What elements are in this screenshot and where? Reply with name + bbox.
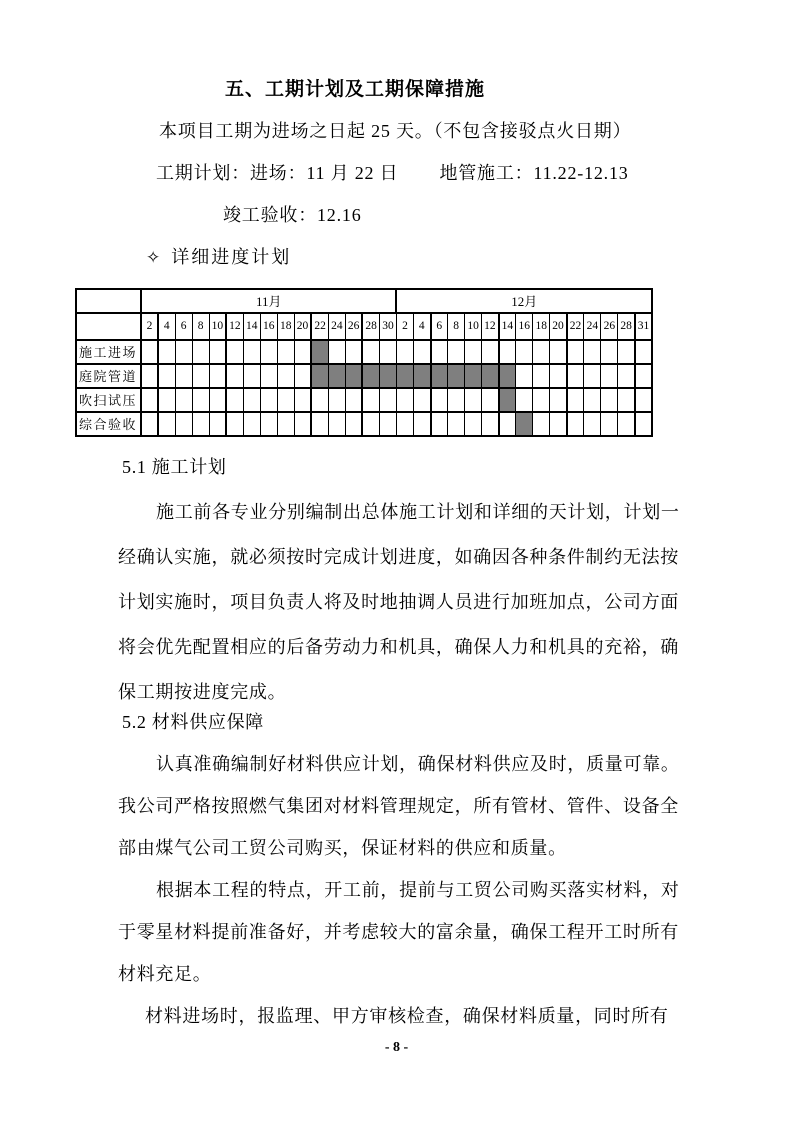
gantt-cell	[414, 412, 431, 436]
gantt-cell	[141, 412, 158, 436]
body-line: 我公司严格按照燃气集团对材料管理规定，所有管材、管件、设备全	[118, 796, 679, 816]
gantt-cell	[345, 412, 362, 436]
gantt-cell	[158, 364, 175, 388]
gantt-cell	[396, 340, 413, 364]
acceptance-date-line: 竣工验收：12.16	[223, 205, 362, 225]
gantt-cell	[158, 388, 175, 412]
gantt-cell	[243, 340, 260, 364]
gantt-cell	[294, 364, 311, 388]
gantt-cell	[379, 412, 396, 436]
ground-pipe-label: 地管施工：11.22-12.13	[439, 163, 629, 183]
gantt-row-label: 吹扫试压	[76, 388, 141, 412]
gantt-date-header: 6	[431, 313, 448, 340]
gantt-cell	[328, 412, 345, 436]
body-line: 部由煤气公司工贸公司购买，保证材料的供应和质量。	[118, 838, 567, 858]
gantt-date-header: 16	[516, 313, 533, 340]
gantt-date-header: 26	[601, 313, 618, 340]
schedule-gantt-table	[75, 288, 653, 437]
gantt-cell-filled	[379, 364, 396, 388]
gantt-cell	[277, 364, 294, 388]
gantt-cell	[448, 340, 465, 364]
gantt-cell	[362, 412, 379, 436]
gantt-cell	[362, 340, 379, 364]
gantt-cell	[209, 412, 226, 436]
gantt-cell	[414, 340, 431, 364]
gantt-dates-label-cell	[76, 313, 141, 340]
gantt-cell	[379, 340, 396, 364]
gantt-cell	[465, 340, 482, 364]
gantt-cell	[533, 364, 550, 388]
gantt-cell	[414, 388, 431, 412]
section-heading: 5.1 施工计划	[122, 456, 227, 477]
gantt-cell	[601, 364, 618, 388]
gantt-date-header: 2	[396, 313, 413, 340]
gantt-cell-filled	[345, 364, 362, 388]
section-heading: 5.2 材料供应保障	[122, 712, 264, 732]
gantt-date-header: 12	[226, 313, 243, 340]
gantt-date-header: 31	[635, 313, 652, 340]
gantt-cell	[567, 388, 584, 412]
gantt-cell	[294, 388, 311, 412]
gantt-cell-filled	[362, 364, 379, 388]
gantt-cell	[294, 340, 311, 364]
gantt-cell	[396, 412, 413, 436]
gantt-month-header: 11月	[141, 289, 396, 313]
gantt-cell	[192, 388, 209, 412]
gantt-date-header: 24	[584, 313, 601, 340]
gantt-date-header: 14	[243, 313, 260, 340]
gantt-cell	[260, 364, 277, 388]
gantt-cell	[328, 388, 345, 412]
gantt-date-header: 30	[379, 313, 396, 340]
gantt-cell	[345, 388, 362, 412]
gantt-date-header: 20	[294, 313, 311, 340]
page-title: 五、工期计划及工期保障措施	[224, 79, 485, 100]
gantt-corner-cell	[76, 289, 141, 313]
diamond-bullet-icon: ✧	[146, 248, 161, 267]
gantt-cell-filled	[311, 340, 328, 364]
gantt-date-header: 28	[618, 313, 635, 340]
gantt-task-row	[76, 364, 652, 388]
gantt-cell	[141, 364, 158, 388]
page-number: - 8 -	[384, 1040, 409, 1055]
gantt-cell	[499, 412, 516, 436]
gantt-cell	[226, 340, 243, 364]
gantt-cell	[584, 364, 601, 388]
gantt-row-label: 施工进场	[76, 340, 141, 364]
body-line: 将会优先配置相应的后备劳动力和机具，确保人力和机具的充裕，确	[118, 636, 679, 657]
gantt-cell-filled	[448, 364, 465, 388]
body-line: 施工前各专业分别编制出总体施工计划和详细的天计划，计划一	[156, 501, 680, 522]
gantt-cell	[601, 412, 618, 436]
gantt-cell-filled	[311, 364, 328, 388]
gantt-cell	[584, 412, 601, 436]
gantt-cell	[226, 388, 243, 412]
gantt-cell	[209, 388, 226, 412]
gantt-task-row	[76, 388, 652, 412]
intro-duration-line: 本项目工期为进场之日起 25 天。（不包含接驳点火日期）	[159, 121, 632, 141]
gantt-cell	[192, 412, 209, 436]
gantt-cell-filled	[328, 364, 345, 388]
gantt-cell-filled	[465, 364, 482, 388]
body-line: 材料充足。	[118, 964, 212, 984]
gantt-cell	[533, 412, 550, 436]
gantt-cell	[567, 412, 584, 436]
gantt-cell	[482, 388, 499, 412]
gantt-cell	[175, 412, 192, 436]
gantt-cell	[618, 340, 635, 364]
gantt-cell	[601, 388, 618, 412]
detail-plan-label: 详细进度计划	[171, 247, 292, 267]
gantt-cell	[396, 388, 413, 412]
gantt-cell	[516, 364, 533, 388]
gantt-cell-filled	[516, 412, 533, 436]
section-5-2	[118, 700, 688, 1036]
gantt-cell	[243, 412, 260, 436]
gantt-cell-filled	[499, 364, 516, 388]
gantt-cell	[175, 340, 192, 364]
gantt-cell	[345, 340, 362, 364]
schedule-plan-label: 工期计划：进场：11 月 22 日	[156, 163, 399, 183]
section-5-1	[118, 443, 688, 713]
gantt-cell	[533, 340, 550, 364]
gantt-cell	[243, 388, 260, 412]
gantt-cell	[618, 388, 635, 412]
gantt-cell	[277, 388, 294, 412]
gantt-cell	[192, 364, 209, 388]
gantt-cell	[482, 412, 499, 436]
gantt-cell	[175, 388, 192, 412]
gantt-cell	[141, 340, 158, 364]
gantt-date-header: 4	[158, 313, 175, 340]
gantt-cell	[584, 340, 601, 364]
gantt-cell	[192, 340, 209, 364]
gantt-cell-filled	[414, 364, 431, 388]
gantt-date-header: 10	[465, 313, 482, 340]
gantt-cell	[260, 412, 277, 436]
gantt-date-header: 22	[311, 313, 328, 340]
gantt-cell	[260, 388, 277, 412]
gantt-date-header: 10	[209, 313, 226, 340]
gantt-cell	[209, 340, 226, 364]
gantt-cell	[379, 388, 396, 412]
gantt-date-header: 20	[550, 313, 567, 340]
gantt-cell	[550, 388, 567, 412]
gantt-cell	[243, 364, 260, 388]
gantt-month-header: 12月	[396, 289, 652, 313]
gantt-date-header: 22	[567, 313, 584, 340]
gantt-date-header: 28	[362, 313, 379, 340]
gantt-cell	[328, 340, 345, 364]
gantt-cell	[141, 388, 158, 412]
gantt-date-header: 26	[345, 313, 362, 340]
gantt-cell	[550, 340, 567, 364]
gantt-date-header: 24	[328, 313, 345, 340]
gantt-cell	[618, 364, 635, 388]
gantt-cell	[567, 364, 584, 388]
gantt-cell	[277, 340, 294, 364]
gantt-cell	[311, 412, 328, 436]
gantt-task-row	[76, 412, 652, 436]
intro-schedule-line	[156, 161, 629, 185]
gantt-cell	[499, 340, 516, 364]
gantt-date-header: 16	[260, 313, 277, 340]
gantt-date-header: 2	[141, 313, 158, 340]
gantt-row-label: 综合验收	[76, 412, 141, 436]
gantt-cell	[516, 340, 533, 364]
body-line: 材料进场时，报监理、甲方审核检查，确保材料质量，同时所有	[145, 1006, 669, 1026]
body-line: 认真准确编制好材料供应计划，确保材料供应及时，质量可靠。	[156, 754, 680, 774]
gantt-cell	[618, 412, 635, 436]
gantt-cell	[601, 340, 618, 364]
gantt-cell	[533, 388, 550, 412]
gantt-cell	[431, 388, 448, 412]
gantt-date-header: 8	[448, 313, 465, 340]
gantt-cell	[294, 412, 311, 436]
gantt-cell	[635, 340, 652, 364]
gantt-cell	[465, 412, 482, 436]
gantt-cell	[226, 364, 243, 388]
gantt-cell	[158, 340, 175, 364]
gantt-cell	[567, 340, 584, 364]
gantt-cell	[516, 388, 533, 412]
gantt-cell	[311, 388, 328, 412]
gantt-cell	[635, 388, 652, 412]
gantt-cell	[465, 388, 482, 412]
gantt-cell	[260, 340, 277, 364]
gantt-cell	[277, 412, 294, 436]
gantt-date-header: 18	[277, 313, 294, 340]
body-line: 根据本工程的特点，开工前，提前与工贸公司购买落实材料，对	[156, 880, 680, 900]
gantt-date-header: 12	[482, 313, 499, 340]
gantt-cell	[431, 340, 448, 364]
gantt-row-label: 庭院管道	[76, 364, 141, 388]
gantt-cell	[635, 364, 652, 388]
gantt-cell-filled	[499, 388, 516, 412]
body-line: 于零星材料提前准备好，并考虑较大的富余量，确保工程开工时所有	[118, 922, 679, 942]
gantt-cell	[448, 412, 465, 436]
gantt-date-header: 6	[175, 313, 192, 340]
gantt-cell	[209, 364, 226, 388]
gantt-cell	[550, 364, 567, 388]
body-line: 经确认实施，就必须按时完成计划进度，如确因各种条件制约无法按	[118, 546, 679, 567]
gantt-cell	[158, 412, 175, 436]
gantt-cell	[635, 412, 652, 436]
gantt-cell	[226, 412, 243, 436]
gantt-cell	[448, 388, 465, 412]
gantt-cell	[175, 364, 192, 388]
gantt-cell-filled	[482, 364, 499, 388]
gantt-cell-filled	[431, 364, 448, 388]
gantt-cell	[431, 412, 448, 436]
gantt-cell	[482, 340, 499, 364]
detail-plan-bullet-line	[146, 245, 291, 270]
body-line: 计划实施时，项目负责人将及时地抽调人员进行加班加点，公司方面	[118, 591, 679, 612]
gantt-task-row	[76, 340, 652, 364]
gantt-cell	[550, 412, 567, 436]
gantt-cell	[362, 388, 379, 412]
gantt-date-header: 14	[499, 313, 516, 340]
body-line: 保工期按进度完成。	[118, 681, 287, 702]
gantt-date-header: 8	[192, 313, 209, 340]
gantt-cell	[584, 388, 601, 412]
gantt-date-header: 18	[533, 313, 550, 340]
gantt-cell-filled	[396, 364, 413, 388]
gantt-date-header: 4	[414, 313, 431, 340]
